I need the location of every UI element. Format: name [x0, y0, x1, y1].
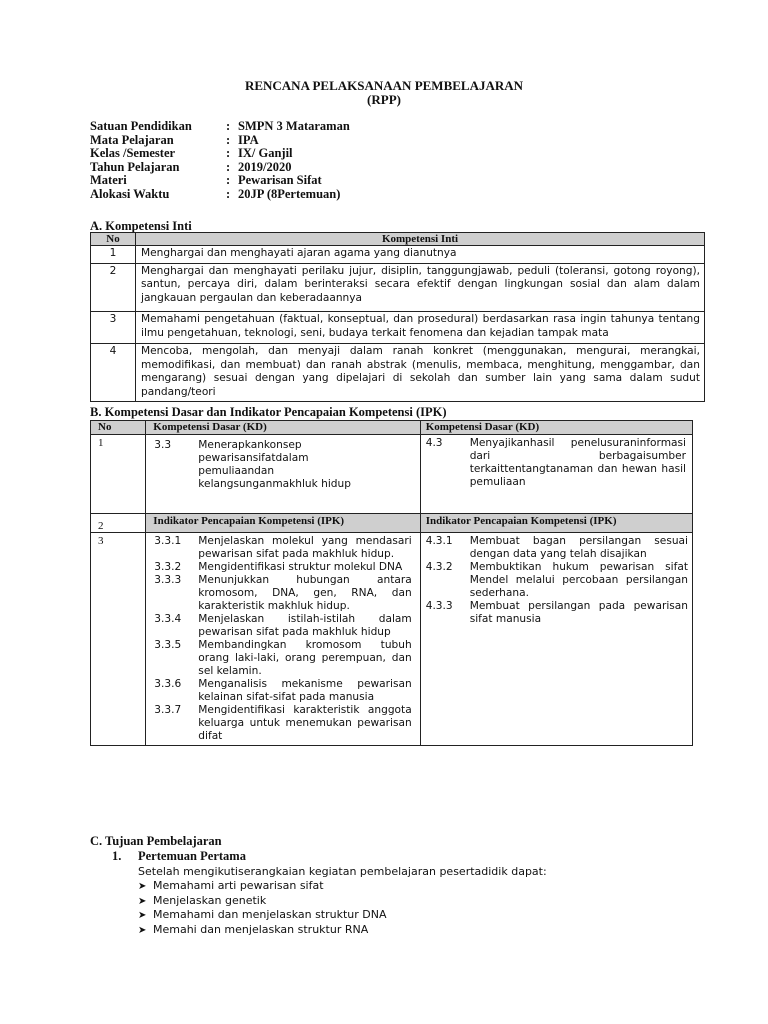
list-item: [154, 561, 411, 574]
ipk-number: 4.3.2: [425, 561, 453, 573]
ipk-number: 3.3.1: [154, 535, 182, 547]
goal-text: Memahi dan menjelaskan struktur RNA: [153, 922, 369, 936]
list-item: [154, 704, 411, 743]
kd-left-cell: [146, 435, 420, 514]
section-c-heading: C. Tujuan Pembelajaran: [90, 834, 222, 848]
goal-text: Memahami dan menjelaskan struktur DNA: [153, 908, 387, 922]
doc-subtitle: (RPP): [367, 92, 401, 107]
table-row: [91, 312, 705, 344]
list-item: [154, 678, 411, 704]
ipk-number: 3.3.2: [154, 561, 182, 573]
subsection-number: 1.: [112, 849, 122, 863]
row-no: 1: [91, 435, 146, 514]
ipk-left-cell: [146, 533, 420, 746]
header-no: No: [91, 421, 146, 435]
table-row: [91, 435, 693, 514]
list-item: [426, 561, 688, 600]
kompetensi-dasar-table: [90, 420, 693, 746]
info-row: [90, 161, 350, 175]
ipk-text: Membuat persilangan pada pewarisan sifat manusia: [469, 600, 688, 625]
list-item: [138, 879, 547, 894]
info-label: Mata Pelajaran: [90, 132, 174, 147]
info-label: Alokasi Waktu: [90, 186, 170, 201]
ipk-right-header: Indikator Pencapaian Kompetensi (IPK): [420, 514, 692, 533]
table-row: [91, 344, 705, 402]
ipk-number: 3.3.6: [154, 678, 182, 690]
info-value: IX/ Ganjil: [238, 146, 293, 161]
goal-text: Memahami arti pewarisan sifat: [153, 879, 324, 892]
header-kd-right: Kompetensi Dasar (KD): [420, 421, 692, 435]
info-label: Kelas /Semester: [90, 146, 176, 161]
row-no: 4: [91, 344, 136, 402]
section-a-heading: A. Kompetensi Inti: [90, 219, 192, 233]
tujuan-block: [112, 849, 547, 937]
ipk-text: Membandingkan kromosom tubuh orang laki-laki, orang perempuan, dan sel kelamin.: [198, 639, 412, 677]
table-header-row: [91, 233, 705, 246]
ipk-right-cell: [420, 533, 692, 746]
info-value: 2019/2020: [238, 159, 292, 174]
info-colon: :: [226, 173, 231, 188]
list-item: [154, 639, 411, 678]
row-no: 2: [91, 514, 146, 533]
list-item: [426, 437, 686, 489]
list-item: [154, 574, 411, 613]
row-no: 2: [91, 263, 136, 312]
row-text: Memahami pengetahuan (faktual, konseptual, dan prosedural) berdasarkan rasa ingin tahunya tentang ilmu pengetahuan, teknologi, seni, budaya terkait fenomena dan kejadian tampak mata: [136, 312, 705, 344]
row-no: 3: [91, 533, 146, 746]
info-value: IPA: [238, 132, 259, 147]
ipk-text: Menganalisis mekanisme pewarisan kelainan sifat-sifat pada manusia: [198, 678, 412, 703]
row-no: 3: [91, 312, 136, 344]
intro-text: Setelah mengikutiserangkaian kegiatan pembelajaran pesertadidik dapat:: [138, 865, 547, 878]
info-colon: :: [226, 186, 231, 201]
goal-list: [138, 879, 547, 937]
list-item: [138, 894, 547, 909]
table-row: [91, 514, 693, 533]
info-row: [90, 174, 350, 188]
info-value: 20JP (8Pertemuan): [238, 186, 341, 201]
info-colon: :: [226, 119, 231, 133]
table-row: [91, 533, 693, 746]
info-colon: :: [226, 159, 231, 174]
list-item: [138, 908, 547, 923]
kd-text: Menerapkankonsep pewarisansifatdalam pemuliaandan kelangsunganmakhluk hidup: [198, 439, 351, 490]
kd-right-cell: [420, 435, 692, 514]
kd-text: Menyajikanhasil penelusuraninformasi dari berbagaisumber terkaittentangtanaman dan hewan hasil pemuliaan: [469, 437, 686, 488]
arrow-right-icon: ➤: [138, 910, 147, 922]
info-value: Pewarisan Sifat: [238, 173, 322, 188]
arrow-right-icon: ➤: [138, 924, 147, 936]
subsection-label: Pertemuan Pertama: [138, 849, 246, 863]
info-row: [90, 147, 350, 161]
ipk-number: 3.3.3: [154, 574, 182, 586]
kd-number: 4.3: [425, 437, 443, 449]
row-text: Mencoba, mengolah, dan menyaji dalam ranah konkret (menggunakan, mengurai, merangkai, memodifikasi, dan membuat) dan ranah abstrak (menulis, membaca, menghitung, menggambar, dan mengarang) sesuai dengan yang dipelajari di sekolah dan sumber lain yang sama dalam sudut pandang/teori: [136, 344, 705, 402]
info-label: Satuan Pendidikan: [90, 119, 192, 133]
header-kd-left: Kompetensi Dasar (KD): [146, 421, 420, 435]
info-row: [90, 188, 350, 202]
kompetensi-inti-table: [90, 232, 705, 402]
header-ki: Kompetensi Inti: [136, 233, 705, 246]
row-no: 1: [91, 246, 136, 264]
list-item: [426, 535, 688, 561]
ipk-text: Menjelaskan istilah-istilah dalam pewarisan sifat pada makhluk hidup: [198, 613, 412, 638]
list-item: [426, 600, 688, 626]
ipk-number: 4.3.1: [425, 535, 453, 547]
section-b-heading: B. Kompetensi Dasar dan Indikator Pencapaian Kompetensi (IPK): [90, 405, 447, 419]
ipk-number: 3.3.7: [154, 704, 182, 716]
row-text: Menghargai dan menghayati ajaran agama yang dianutnya: [136, 246, 705, 264]
kd-number: 3.3: [154, 439, 172, 451]
list-item: [138, 923, 547, 938]
info-value: SMPN 3 Mataraman: [238, 119, 350, 133]
ipk-number: 4.3.3: [425, 600, 453, 612]
table-header-row: [91, 421, 693, 435]
ipk-text: Mengidentifikasi karakteristik anggota keluarga untuk menemukan pewarisan difat: [198, 704, 412, 742]
ipk-text: Menjelaskan molekul yang mendasari pewarisan sifat pada makhluk hidup.: [198, 535, 412, 560]
doc-title: RENCANA PELAKSANAAN PEMBELAJARAN: [244, 78, 524, 93]
ipk-left-header: Indikator Pencapaian Kompetensi (IPK): [146, 514, 420, 533]
ipk-text: Membuktikan hukum pewarisan sifat Mendel melalui percobaan persilangan sederhana.: [469, 561, 688, 599]
info-colon: :: [226, 132, 231, 147]
goal-text: Menjelaskan genetik: [153, 893, 267, 907]
info-label: Materi: [90, 173, 127, 188]
ipk-text: Membuat bagan persilangan sesuai dengan data yang telah disajikan: [469, 535, 688, 560]
info-row: [90, 134, 350, 148]
identity-block: [90, 120, 350, 202]
ipk-text: Menunjukkan hubungan antara kromosom, DNA, gen, RNA, dan karakteristik makhluk hidup.: [198, 574, 412, 612]
arrow-right-icon: ➤: [138, 881, 147, 892]
list-item: [154, 439, 411, 491]
header-no: No: [91, 233, 136, 246]
table-row: [91, 263, 705, 312]
info-label: Tahun Pelajaran: [90, 159, 180, 174]
row-text: Menghargai dan menghayati perilaku jujur, disiplin, tanggungjawab, peduli (toleransi, gotong royong), santun, percaya diri, dalam berinteraksi secara efektif dengan lingkungan sosial dan alam dalam jangkauan pergaulan dan keberadaannya: [136, 263, 705, 312]
ipk-number: 3.3.5: [154, 639, 182, 651]
table-row: [91, 246, 705, 264]
ipk-text: Mengidentifikasi struktur molekul DNA: [198, 561, 403, 573]
subsection-title: [112, 849, 547, 864]
info-colon: :: [226, 146, 231, 161]
arrow-right-icon: ➤: [138, 895, 147, 907]
info-row: [90, 120, 350, 134]
list-item: [154, 535, 411, 561]
ipk-number: 3.3.4: [154, 613, 182, 625]
list-item: [154, 613, 411, 639]
